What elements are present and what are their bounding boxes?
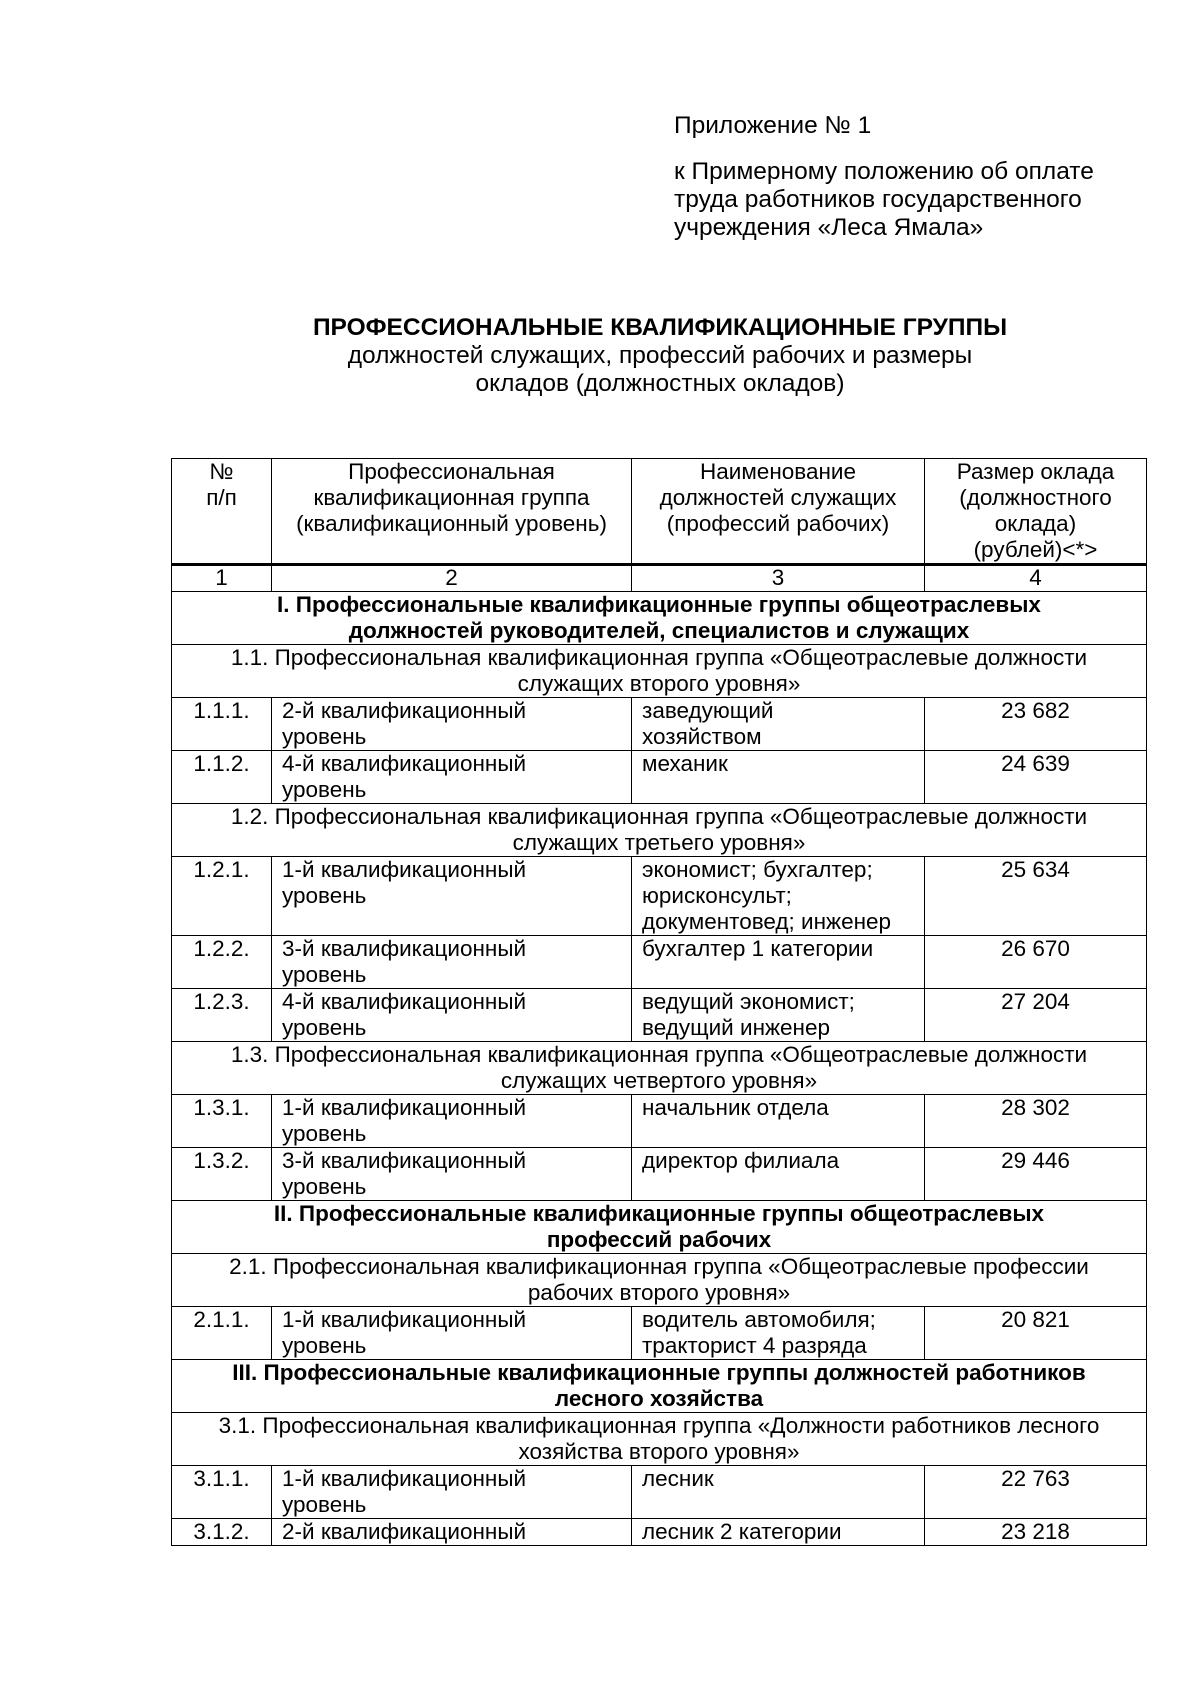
level-line: уровень xyxy=(282,962,367,987)
position-line: тракторист 4 разряда xyxy=(642,1333,867,1358)
table-row xyxy=(172,1095,1147,1148)
level-line: 2-й квалификационный xyxy=(282,698,527,723)
group-title xyxy=(172,1413,1147,1466)
position-line: ведущий экономист; xyxy=(642,989,855,1014)
table-row xyxy=(172,989,1147,1042)
position-line: лесник 2 категории xyxy=(642,1519,842,1544)
level-line: уровень xyxy=(282,1121,367,1146)
group-title xyxy=(172,1042,1147,1095)
annex-line: труда работников государственного xyxy=(674,186,1082,213)
annex-block xyxy=(674,112,1144,242)
group-title-line: хозяйства второго уровня» xyxy=(518,1439,800,1464)
row-position xyxy=(632,751,925,804)
table-row xyxy=(172,1519,1147,1546)
section-title-line: профессий рабочих xyxy=(546,1227,772,1252)
level-line: 3-й квалификационный xyxy=(282,1148,527,1173)
row-number: 1.3.2. xyxy=(172,1148,272,1201)
row-number: 1.1.2. xyxy=(172,751,272,804)
level-line: 1-й квалификационный xyxy=(282,1466,527,1491)
header-text: (рублей)<*> xyxy=(973,537,1098,562)
group-title-line: служащих третьего уровня» xyxy=(512,830,806,855)
header-text: (квалификационный уровень) xyxy=(296,511,607,536)
level-line: 4-й квалификационный xyxy=(282,751,527,776)
group-row xyxy=(172,1413,1147,1466)
column-index: 3 xyxy=(632,565,925,592)
table-row xyxy=(172,751,1147,804)
row-number: 3.1.2. xyxy=(172,1519,272,1546)
level-line: уровень xyxy=(282,777,367,802)
header-num xyxy=(172,459,272,565)
row-level xyxy=(272,1466,632,1519)
level-line: 1-й квалификационный xyxy=(282,1307,527,1332)
section-title-line: должностей руководителей, специалистов и служащих xyxy=(348,618,970,643)
table-row xyxy=(172,1148,1147,1201)
position-line: водитель автомобиля; xyxy=(642,1307,876,1332)
group-title-line: 2.1. Профессиональная квалификационная группа «Общеотраслевые профессии xyxy=(229,1254,1089,1279)
row-level xyxy=(272,857,632,936)
annex-line: к Примерному положению об оплате xyxy=(674,158,1094,185)
group-row xyxy=(172,1254,1147,1307)
group-title-line: 3.1. Профессиональная квалификационная группа «Должности работников лесного xyxy=(218,1413,1100,1438)
row-salary: 26 670 xyxy=(925,936,1147,989)
header-text: № xyxy=(209,459,234,484)
row-salary: 23 218 xyxy=(925,1519,1147,1546)
position-line: начальник отдела xyxy=(642,1095,829,1120)
row-salary: 29 446 xyxy=(925,1148,1147,1201)
group-title-line: рабочих второго уровня» xyxy=(527,1280,791,1305)
row-salary: 24 639 xyxy=(925,751,1147,804)
header-text: Профессиональная xyxy=(348,459,555,484)
header-text: п/п xyxy=(206,485,237,510)
group-title-line: 1.1. Профессиональная квалификационная группа «Общеотраслевые должности xyxy=(230,645,1088,670)
row-position xyxy=(632,1466,925,1519)
section-title xyxy=(172,592,1147,645)
table-row xyxy=(172,857,1147,936)
level-line: уровень xyxy=(282,1174,367,1199)
level-line: уровень xyxy=(282,724,367,749)
header-group xyxy=(272,459,632,565)
row-level xyxy=(272,698,632,751)
position-line: ведущий инженер xyxy=(642,1015,831,1040)
section-title-line: лесного хозяйства xyxy=(554,1386,764,1411)
row-level xyxy=(272,1148,632,1201)
level-line: уровень xyxy=(282,1333,367,1358)
document-title xyxy=(0,314,1200,398)
section-title-line: II. Профессиональные квалификационные группы общеотраслевых xyxy=(273,1201,1045,1226)
group-title-line: служащих второго уровня» xyxy=(517,671,801,696)
group-title-line: 1.3. Профессиональная квалификационная группа «Общеотраслевые должности xyxy=(230,1042,1088,1067)
group-title-line: служащих четвертого уровня» xyxy=(500,1068,818,1093)
row-position xyxy=(632,936,925,989)
row-position xyxy=(632,698,925,751)
row-level xyxy=(272,1307,632,1360)
table-row xyxy=(172,698,1147,751)
header-name xyxy=(632,459,925,565)
row-level xyxy=(272,1519,632,1546)
column-index: 1 xyxy=(172,565,272,592)
row-number: 3.1.1. xyxy=(172,1466,272,1519)
position-line: механик xyxy=(642,751,728,776)
group-row xyxy=(172,645,1147,698)
group-title xyxy=(172,645,1147,698)
section-title xyxy=(172,1201,1147,1254)
row-position xyxy=(632,857,925,936)
position-line: юрисконсульт; xyxy=(642,883,792,908)
position-line: директор филиала xyxy=(642,1148,840,1173)
header-row xyxy=(172,459,1147,565)
row-level xyxy=(272,936,632,989)
level-line: уровень xyxy=(282,883,367,908)
column-index-row xyxy=(172,565,1147,592)
row-number: 1.2.1. xyxy=(172,857,272,936)
row-position xyxy=(632,1148,925,1201)
row-salary: 25 634 xyxy=(925,857,1147,936)
row-salary: 23 682 xyxy=(925,698,1147,751)
section-row xyxy=(172,1201,1147,1254)
header-text: (профессий рабочих) xyxy=(666,511,890,536)
level-line: 3-й квалификационный xyxy=(282,936,527,961)
level-line: 2-й квалификационный xyxy=(282,1519,527,1544)
section-title-line: I. Профессиональные квалификационные группы общеотраслевых xyxy=(277,592,1041,617)
table-row xyxy=(172,1307,1147,1360)
row-salary: 20 821 xyxy=(925,1307,1147,1360)
row-position xyxy=(632,989,925,1042)
group-title xyxy=(172,804,1147,857)
position-line: бухгалтер 1 категории xyxy=(642,936,874,961)
table-row xyxy=(172,936,1147,989)
qualification-table xyxy=(171,458,1147,1546)
row-position xyxy=(632,1519,925,1546)
level-line: 1-й квалификационный xyxy=(282,857,527,882)
level-line: уровень xyxy=(282,1015,367,1040)
column-index: 2 xyxy=(272,565,632,592)
section-title xyxy=(172,1360,1147,1413)
row-number: 1.3.1. xyxy=(172,1095,272,1148)
position-line: экономист; бухгалтер; xyxy=(642,857,873,882)
group-title-line: 1.2. Профессиональная квалификационная группа «Общеотраслевые должности xyxy=(230,804,1088,829)
header-text: оклада) xyxy=(994,511,1077,536)
row-salary: 28 302 xyxy=(925,1095,1147,1148)
annex-line: учреждения «Леса Ямала» xyxy=(674,214,984,241)
level-line: 4-й квалификационный xyxy=(282,989,527,1014)
row-level xyxy=(272,1095,632,1148)
header-text: Наименование xyxy=(700,459,856,484)
group-title xyxy=(172,1254,1147,1307)
title-bold: ПРОФЕССИОНАЛЬНЫЕ КВАЛИФИКАЦИОННЫЕ ГРУППЫ xyxy=(312,314,1008,341)
row-salary: 22 763 xyxy=(925,1466,1147,1519)
column-index: 4 xyxy=(925,565,1147,592)
header-text: (должностного xyxy=(959,485,1112,510)
position-line: заведующий xyxy=(642,698,774,723)
header-text: должностей служащих xyxy=(659,485,897,510)
title-line: окладов (должностных окладов) xyxy=(475,370,845,397)
group-row xyxy=(172,1042,1147,1095)
header-text: квалификационная группа xyxy=(313,485,590,510)
position-line: документовед; инженер xyxy=(642,909,892,934)
row-position xyxy=(632,1307,925,1360)
position-line: лесник xyxy=(642,1466,714,1491)
header-salary xyxy=(925,459,1147,565)
section-row xyxy=(172,592,1147,645)
annex-number: Приложение № 1 xyxy=(674,112,872,139)
table-row xyxy=(172,1466,1147,1519)
section-title-line: III. Профессиональные квалификационные группы должностей работников xyxy=(232,1360,1086,1385)
row-salary: 27 204 xyxy=(925,989,1147,1042)
row-number: 2.1.1. xyxy=(172,1307,272,1360)
level-line: 1-й квалификационный xyxy=(282,1095,527,1120)
title-line: должностей служащих, профессий рабочих и размеры xyxy=(347,342,973,369)
row-position xyxy=(632,1095,925,1148)
position-line: хозяйством xyxy=(642,724,762,749)
row-number: 1.2.2. xyxy=(172,936,272,989)
row-number: 1.2.3. xyxy=(172,989,272,1042)
row-number: 1.1.1. xyxy=(172,698,272,751)
section-row xyxy=(172,1360,1147,1413)
row-level xyxy=(272,989,632,1042)
header-text: Размер оклада xyxy=(956,459,1115,484)
group-row xyxy=(172,804,1147,857)
level-line: уровень xyxy=(282,1492,367,1517)
row-level xyxy=(272,751,632,804)
